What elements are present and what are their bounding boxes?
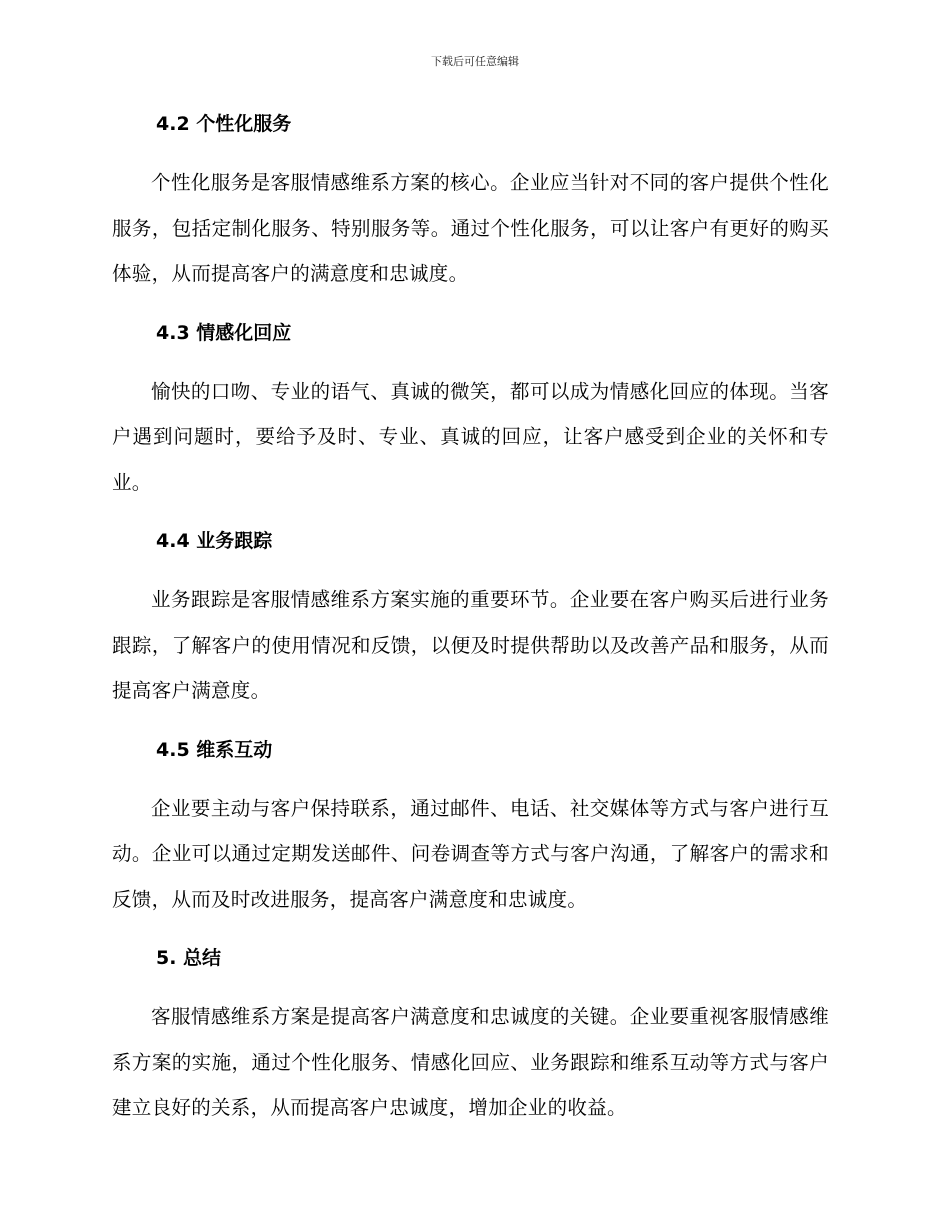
section-5 [112,944,829,1131]
document-body [112,110,829,1153]
section-paragraph: 个性化服务是客服情感维系方案的核心。企业应当针对不同的客户提供个性化服务，包括定制化服务、特别服务等。通过个性化服务，可以让客户有更好的购买体验，从而提高客户的满意度和忠诚度。 [112,171,829,285]
section-heading: 5. 总结 [156,947,222,969]
section-heading: 4.5 维系互动 [156,738,273,761]
section-paragraph: 客服情感维系方案是提高客户满意度和忠诚度的关键。企业要重视客服情感维系方案的实施，通过个性化服务、情感化回应、业务跟踪和维系互动等方式与客户建立良好的关系，从而提高客户忠诚度，增加企业的收益。 [112,1005,829,1119]
section-heading: 4.2 个性化服务 [156,113,292,135]
section-4-2 [112,110,829,297]
section-4-3 [112,319,829,506]
page-header-note: 下载后可任意编辑 [431,55,519,68]
section-4-5 [112,736,829,923]
section-paragraph: 业务跟踪是客服情感维系方案实施的重要环节。企业要在客户购买后进行业务跟踪，了解客户的使用情况和反馈，以便及时提供帮助以及改善产品和服务，从而提高客户满意度。 [112,588,829,702]
section-paragraph: 企业要主动与客户保持联系，通过邮件、电话、社交媒体等方式与客户进行互动。企业可以通过定期发送邮件、问卷调查等方式与客户沟通，了解客户的需求和反馈，从而及时改进服务，提高客户满意度和忠诚度。 [112,796,829,911]
section-paragraph: 愉快的口吻、专业的语气、真诚的微笑，都可以成为情感化回应的体现。当客户遇到问题时，要给予及时、专业、真诚的回应，让客户感受到企业的关怀和专业。 [112,379,829,494]
section-heading: 4.4 业务跟踪 [156,530,273,552]
section-heading: 4.3 情感化回应 [156,321,292,344]
section-4-4 [112,527,829,714]
